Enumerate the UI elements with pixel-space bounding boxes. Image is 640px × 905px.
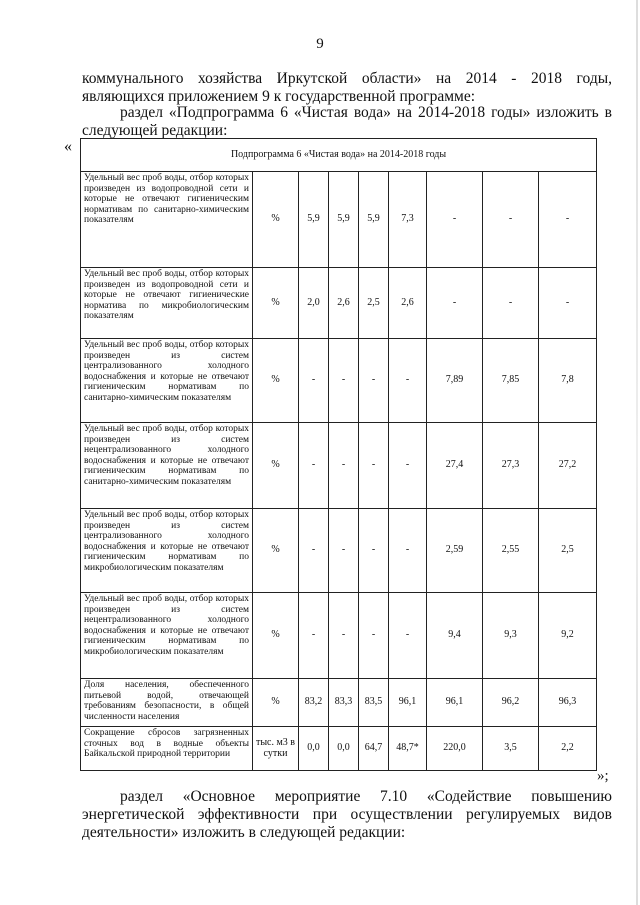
scan-edge	[636, 0, 638, 905]
table-row	[81, 727, 597, 771]
cell-value: 9,4	[427, 593, 483, 679]
instruction-line-1: раздел «Подпрограмма 6 «Чистая вода» на 2014-2018 годы» изложить в	[120, 104, 612, 121]
row-label: Удельный вес проб воды, отбор которых произведен из систем централизованного холодного водоснабжения и которые не отвечают гигиеническим нормативам по санитарно-химическим показателям	[81, 339, 253, 423]
cell-value: -	[329, 593, 359, 679]
page-number: 9	[316, 36, 324, 52]
cell-value: 96,2	[483, 679, 539, 727]
closing-line-3: деятельности» изложить в следующей редакции:	[82, 824, 406, 841]
row-unit: тыс. м3 в сутки	[253, 727, 299, 771]
cell-value: 96,3	[539, 679, 597, 727]
intro-line-2: являющихся приложением 9 к государственной программе:	[82, 88, 476, 105]
cell-value: 2,5	[359, 268, 389, 339]
cell-value: 7,85	[483, 339, 539, 423]
cell-value: 5,9	[299, 172, 329, 268]
row-label: Удельный вес проб воды, отбор которых произведен из систем нецентрализованного холодного водоснабжения и которые не отвечают гигиеническим нормативам по санитарно-химическим показателям	[81, 423, 253, 509]
cell-value: 7,89	[427, 339, 483, 423]
cell-value: 9,3	[483, 593, 539, 679]
row-label: Сокращение сбросов загрязненных сточных вод в водные объекты Байкальской природной территории	[81, 727, 253, 771]
table-row	[81, 509, 597, 593]
cell-value: -	[539, 268, 597, 339]
cell-value: 48,7*	[389, 727, 427, 771]
cell-value: -	[427, 268, 483, 339]
cell-value: 5,9	[329, 172, 359, 268]
cell-value: -	[389, 339, 427, 423]
closing-paragraph	[82, 788, 612, 842]
row-unit: %	[253, 268, 299, 339]
cell-value: 83,2	[299, 679, 329, 727]
cell-value: 2,5	[539, 509, 597, 593]
cell-value: 2,0	[299, 268, 329, 339]
table-row	[81, 172, 597, 268]
row-label: Удельный вес проб воды, отбор которых произведен из систем централизованного холодного водоснабжения и которые не отвечают гигиеническим нормативам по микробиологическим показателям	[81, 509, 253, 593]
cell-value: -	[427, 172, 483, 268]
cell-value: -	[359, 593, 389, 679]
row-label: Удельный вес проб воды, отбор которых произведен из водопроводной сети и которые не отвечают гигиенические норматива по микробиологическим показателям	[81, 268, 253, 339]
cell-value: 27,3	[483, 423, 539, 509]
cell-value: 0,0	[329, 727, 359, 771]
cell-value: -	[359, 423, 389, 509]
cell-value: 7,3	[389, 172, 427, 268]
cell-value: 5,9	[359, 172, 389, 268]
cell-value: 83,3	[329, 679, 359, 727]
cell-value: -	[299, 593, 329, 679]
cell-value: 2,6	[389, 268, 427, 339]
cell-value: 220,0	[427, 727, 483, 771]
cell-value: 7,8	[539, 339, 597, 423]
cell-value: -	[389, 423, 427, 509]
indicators-table	[80, 138, 597, 771]
cell-value: 96,1	[389, 679, 427, 727]
table-row	[81, 679, 597, 727]
row-unit: %	[253, 679, 299, 727]
table-row	[81, 268, 597, 339]
cell-value: 2,6	[329, 268, 359, 339]
cell-value: 27,4	[427, 423, 483, 509]
closing-line-1: раздел «Основное мероприятие 7.10 «Содействие повышению	[120, 788, 612, 805]
cell-value: 9,2	[539, 593, 597, 679]
cell-value: 3,5	[483, 727, 539, 771]
row-unit: %	[253, 172, 299, 268]
cell-value: -	[299, 423, 329, 509]
closing-line-2: энергетической эффективности при осуществлении регулируемых видов	[82, 806, 612, 823]
cell-value: -	[329, 339, 359, 423]
instruction-paragraph	[82, 104, 612, 140]
cell-value: 96,1	[427, 679, 483, 727]
row-unit: %	[253, 593, 299, 679]
cell-value: -	[329, 423, 359, 509]
table-header: Подпрограмма 6 «Чистая вода» на 2014-2018 годы	[81, 139, 597, 172]
cell-value: 2,59	[427, 509, 483, 593]
intro-paragraph	[82, 70, 612, 106]
closing-quote: »;	[597, 768, 609, 784]
cell-value: -	[539, 172, 597, 268]
row-label: Удельный вес проб воды, отбор которых произведен из систем нецентрализованного холодного водоснабжения и которые не отвечают гигиеническим нормативам по микробиологическим показателям	[81, 593, 253, 679]
table-row	[81, 423, 597, 509]
cell-value: 64,7	[359, 727, 389, 771]
instruction-line-2: следующей редакции:	[82, 122, 228, 139]
cell-value: -	[389, 509, 427, 593]
cell-value: -	[483, 172, 539, 268]
opening-quote: «	[64, 138, 72, 155]
cell-value: 2,55	[483, 509, 539, 593]
intro-line-1: коммунального хозяйства Иркутской области» на 2014 - 2018 годы,	[82, 70, 612, 87]
cell-value: -	[389, 593, 427, 679]
cell-value: -	[299, 509, 329, 593]
row-label: Доля населения, обеспеченного питьевой водой, отвечающей требованиям безопасности, в общей численности населения	[81, 679, 253, 727]
cell-value: -	[299, 339, 329, 423]
cell-value: 2,2	[539, 727, 597, 771]
row-unit: %	[253, 423, 299, 509]
row-label: Удельный вес проб воды, отбор которых произведен из водопроводной сети и которые не отвечают гигиеническим нормативам по санитарно-химическим показателям	[81, 172, 253, 268]
cell-value: -	[483, 268, 539, 339]
cell-value: 83,5	[359, 679, 389, 727]
cell-value: -	[329, 509, 359, 593]
cell-value: 0,0	[299, 727, 329, 771]
cell-value: -	[359, 509, 389, 593]
table-row	[81, 593, 597, 679]
cell-value: -	[359, 339, 389, 423]
row-unit: %	[253, 339, 299, 423]
row-unit: %	[253, 509, 299, 593]
table-row	[81, 339, 597, 423]
cell-value: 27,2	[539, 423, 597, 509]
